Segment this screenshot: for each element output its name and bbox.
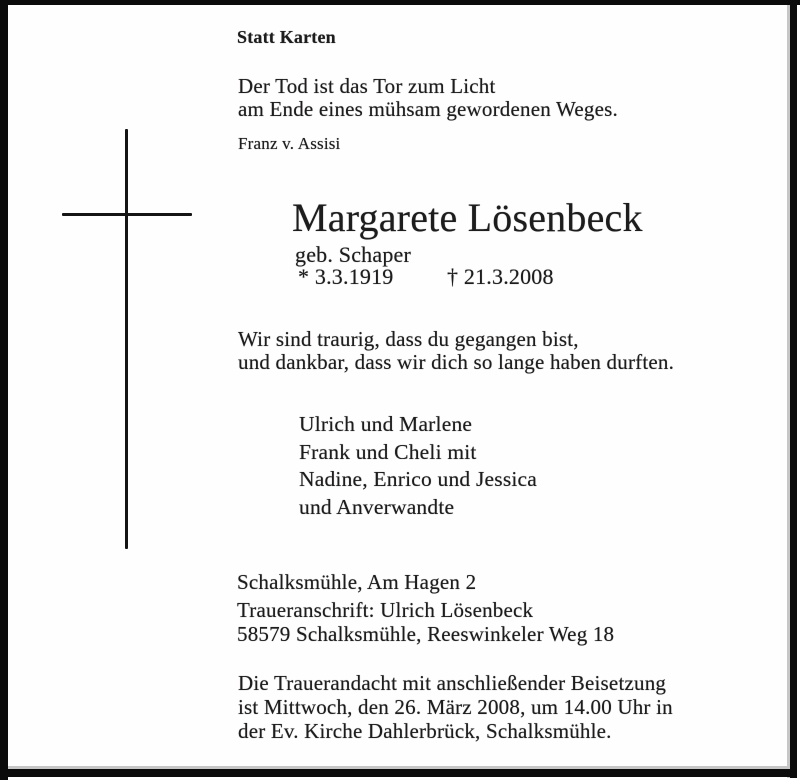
- condolence-line-2: und dankbar, dass wir dich so lange haben durften.: [238, 350, 675, 374]
- mourner-line: und Anverwandte: [299, 494, 455, 519]
- deceased-name: Margarete Lösenbeck: [292, 195, 643, 240]
- cross-vertical-bar: [125, 129, 128, 549]
- life-dates: [298, 264, 598, 290]
- statt-karten-header: Statt Karten: [237, 27, 336, 47]
- birth-date: * 3.3.1919: [298, 264, 394, 289]
- death-date: † 21.3.2008: [447, 264, 554, 289]
- service-line-1: Die Trauerandacht mit anschließender Beisetzung: [238, 671, 667, 695]
- condolence-address-line-1: Traueranschrift: Ulrich Lösenbeck: [237, 598, 534, 622]
- cross-icon: [62, 129, 192, 549]
- mourners-list: [299, 411, 537, 521]
- border-left: [0, 0, 8, 780]
- quote-attribution: Franz v. Assisi: [238, 134, 341, 153]
- cross-horizontal-bar: [62, 213, 192, 216]
- service-line-3: der Ev. Kirche Dahlerbrück, Schalksmühle.: [238, 719, 612, 743]
- mourner-line: Nadine, Enrico und Jessica: [299, 467, 538, 491]
- border-bottom: [0, 769, 797, 777]
- mourner-line: Ulrich und Marlene: [299, 412, 473, 436]
- border-top: [0, 0, 800, 5]
- quote-line-1: Der Tod ist das Tor zum Licht: [238, 74, 496, 98]
- quote-line-2: am Ende eines mühsam gewordenen Weges.: [238, 97, 618, 121]
- maiden-name: geb. Schaper: [295, 242, 412, 267]
- condolence-address-line-2: 58579 Schalksmühle, Reeswinkeler Weg 18: [237, 622, 615, 646]
- home-address: Schalksmühle, Am Hagen 2: [237, 570, 477, 594]
- border-right: [790, 0, 797, 778]
- service-line-2: ist Mittwoch, den 26. März 2008, um 14.00 Uhr in: [238, 695, 673, 719]
- condolence-line-1: Wir sind traurig, dass du gegangen bist,: [238, 327, 579, 351]
- mourner-line: Frank und Cheli mit: [299, 439, 477, 464]
